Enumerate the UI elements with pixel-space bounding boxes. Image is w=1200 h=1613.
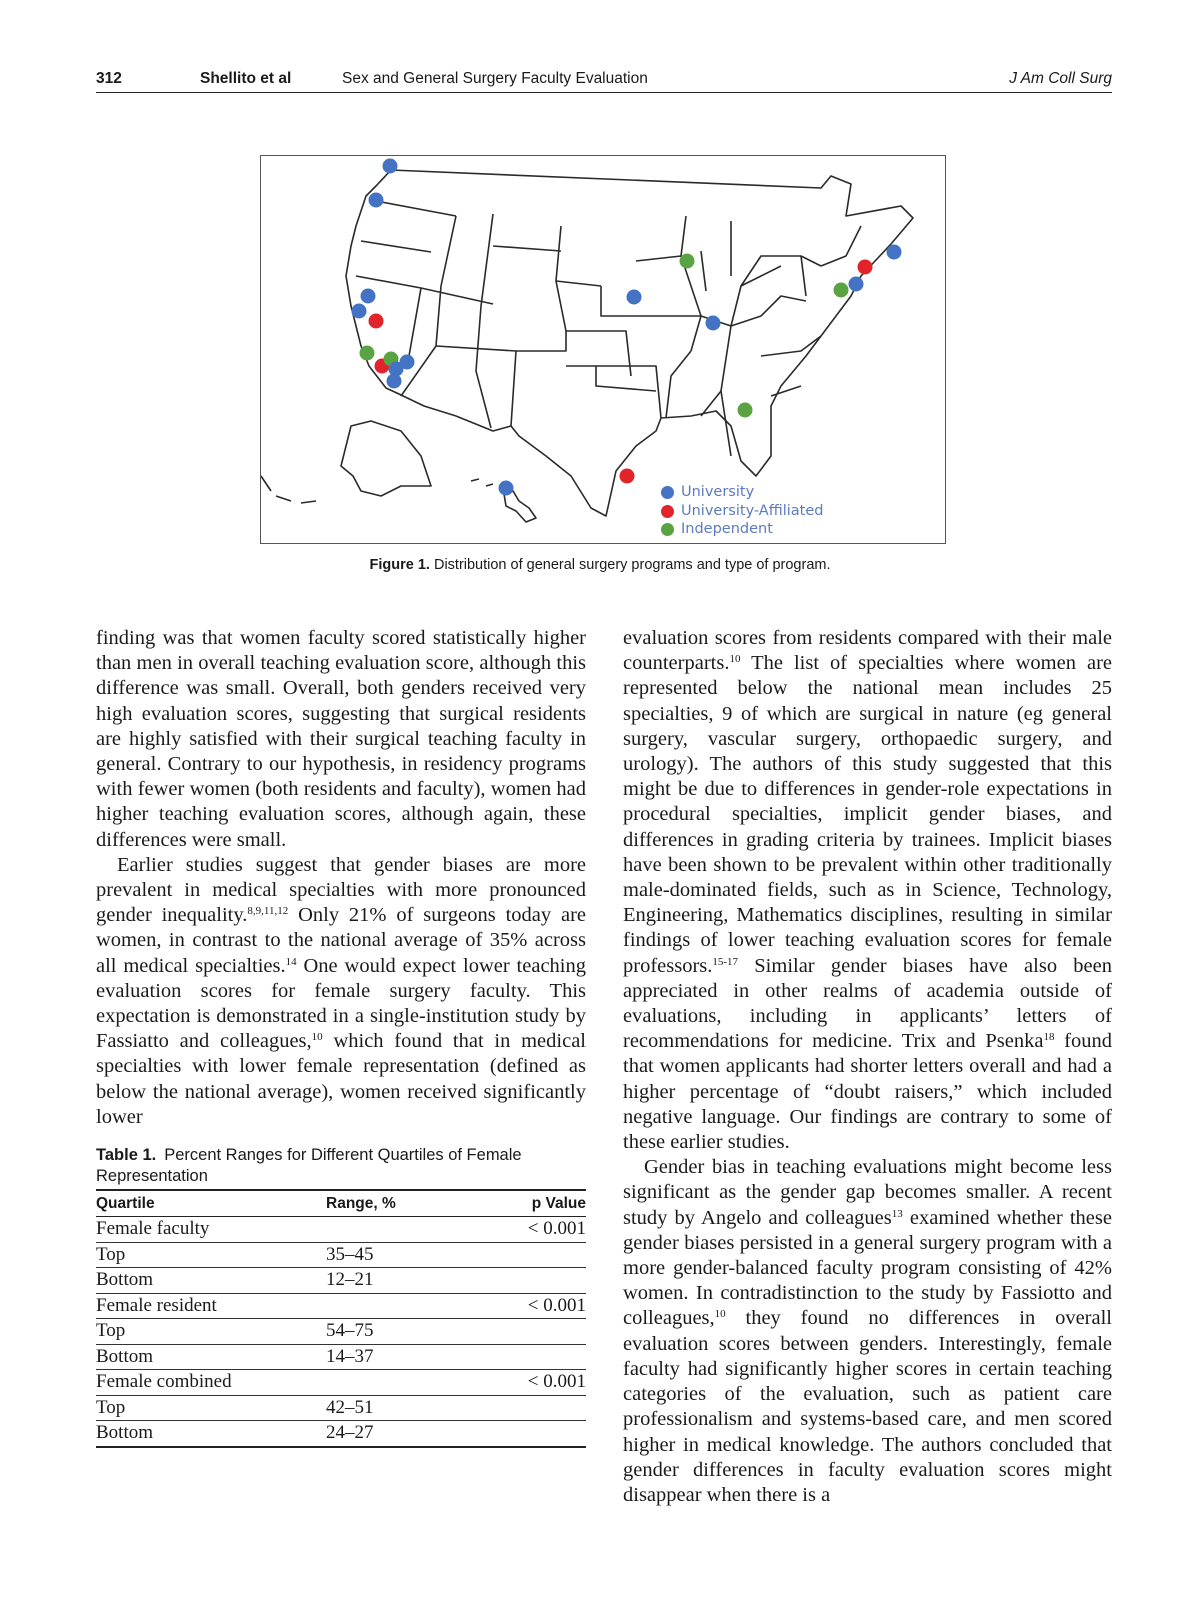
citation: 15-17 <box>712 955 739 968</box>
citation: 8,9,11,12 <box>247 905 289 918</box>
table-row: Female combined < 0.001 <box>96 1370 586 1396</box>
marker-university <box>499 481 514 496</box>
table-title-text: Percent Ranges for Different Quartiles of Female Representation <box>96 1146 522 1185</box>
map-legend <box>661 483 824 539</box>
state-outlines <box>261 170 913 522</box>
marker-independent <box>360 346 375 361</box>
page-number: 312 <box>96 70 122 87</box>
header-running-title: Sex and General Surgery Faculty Evaluation <box>342 70 648 87</box>
legend-dot-icon <box>661 486 674 499</box>
citation: 10 <box>714 1308 726 1321</box>
marker-university <box>383 159 398 174</box>
figure-caption-text: Distribution of general surgery programs and type of program. <box>433 557 831 573</box>
paragraph: evaluation scores from residents compared with their male counterparts.$^{10}$ The list of specialties where women are represented below the national mean includes 25 specialties, 9 of which are surgical in nature (eg general surgery, vascular surgery, orthopaedic surgery, and urology). The authors of this study suggested that this might be due to differences in gender-role expectations in procedural specialties, implicit gender biases, and differences in grading criteria by trainees. Implicit biases have been shown to be prevalent within other traditionally male-dominated fields, such as in Science, Technology, Engineering, Mathematics disciplines, resulting in similar findings of lower teaching evaluation scores for female professors.$^{15-17}$ Similar gender biases have also been appreciated in other realms of academia outside of evaluations, including in applicants’ letters of recommendations for medicine. Trix and Psenka$^{18}$ found that women applicants had shorter letters overall and had a higher percentage of “doubt raisers,” which included negative language. Our findings are contrary to some of these earlier studies. <box>623 627 1112 1154</box>
program-markers <box>352 159 902 496</box>
table-row: Female faculty < 0.001 <box>96 1217 586 1243</box>
table-1 <box>96 1189 586 1448</box>
figure-label: Figure 1. <box>369 557 430 573</box>
citation: 10 <box>311 1031 323 1044</box>
marker-university <box>352 304 367 319</box>
table-row: Bottom 12–21 <box>96 1268 586 1294</box>
citation: 13 <box>891 1207 903 1220</box>
marker-university <box>361 289 376 304</box>
right-column <box>623 626 1112 1508</box>
table-title <box>96 1145 586 1187</box>
marker-independent <box>680 254 695 269</box>
figure-caption <box>0 557 1200 573</box>
marker-university-affiliated <box>858 260 873 275</box>
table-row: Top 54–75 <box>96 1319 586 1345</box>
paragraph: Earlier studies suggest that gender biases are more prevalent in medical specialties with more pronounced gender inequality.$^{8,9,11,12}$ Only 21% of surgeons today are women, in contrast to the national average of 35% across all medical specialties.$^{14}$ One would expect lower teaching evaluation scores for female surgery faculty. This expectation is demonstrated in a single-institution study by Fassiatto and colleagues,$^{10}$ which found that in medical specialties with lower female representation (defined as below the national average), women received significantly lower <box>96 853 586 1128</box>
marker-university <box>849 277 864 292</box>
column-header: p Value <box>476 1190 586 1217</box>
marker-university-affiliated <box>369 314 384 329</box>
running-header <box>96 66 1112 93</box>
table-row: Top 35–45 <box>96 1242 586 1268</box>
header-authors: Shellito et al <box>200 70 292 87</box>
table-label: Table 1. <box>96 1146 157 1164</box>
table-row: Top 42–51 <box>96 1395 586 1421</box>
legend-university-affiliated <box>661 502 824 521</box>
citation: 18 <box>1043 1031 1055 1044</box>
figure-1-map <box>260 155 946 544</box>
legend-university <box>661 483 824 502</box>
citation: 14 <box>285 955 297 968</box>
column-header: Range, % <box>326 1190 476 1217</box>
paragraph: Gender bias in teaching evaluations might become less significant as the gender gap becomes smaller. A recent study by Angelo and colleagues$^{13}$ examined whether these gender biases persisted in a general surgery program with a more gender-balanced faculty program consisting of 42% women. In contradistinction to the study by Fassiotto and colleagues,$^{10}$ they found no differences in overall evaluation scores between genders. Interestingly, female faculty had significantly higher scores in certain teaching categories of the evaluation, such as patient care professionalism and systems-based care, and men scored higher in medical knowledge. The authors concluded that gender differences in faculty evaluation scores might disappear when there is a <box>623 1156 1112 1506</box>
left-column <box>96 626 586 1130</box>
legend-dot-icon <box>661 505 674 518</box>
marker-university <box>887 245 902 260</box>
marker-university-affiliated <box>620 469 635 484</box>
table-row: Bottom 14–37 <box>96 1344 586 1370</box>
header-journal: J Am Coll Surg <box>1009 70 1112 87</box>
legend-independent <box>661 520 824 539</box>
marker-university <box>369 193 384 208</box>
legend-label: University-Affiliated <box>681 502 824 519</box>
legend-label: Independent <box>681 521 773 537</box>
paragraph: finding was that women faculty scored statistically higher than men in overall teaching evaluation score, although this difference was small. Overall, both genders received very high evaluation scores, suggesting that surgical residents are highly satisfied with their surgical teaching faculty in general. Contrary to our hypothesis, in residency programs with fewer women (both residents and faculty), women had higher teaching evaluation scores, although again, these differences were small. <box>96 627 586 851</box>
marker-university <box>387 374 402 389</box>
legend-dot-icon <box>661 523 674 536</box>
table-header-row <box>96 1190 586 1217</box>
marker-independent <box>738 403 753 418</box>
column-header: Quartile <box>96 1190 326 1217</box>
us-map <box>261 156 946 544</box>
legend-label: University <box>681 484 755 500</box>
table-row: Bottom 24–27 <box>96 1421 586 1447</box>
marker-university <box>706 316 721 331</box>
marker-university <box>627 290 642 305</box>
marker-independent <box>834 283 849 298</box>
citation: 10 <box>729 653 741 666</box>
table-row: Female resident < 0.001 <box>96 1293 586 1319</box>
